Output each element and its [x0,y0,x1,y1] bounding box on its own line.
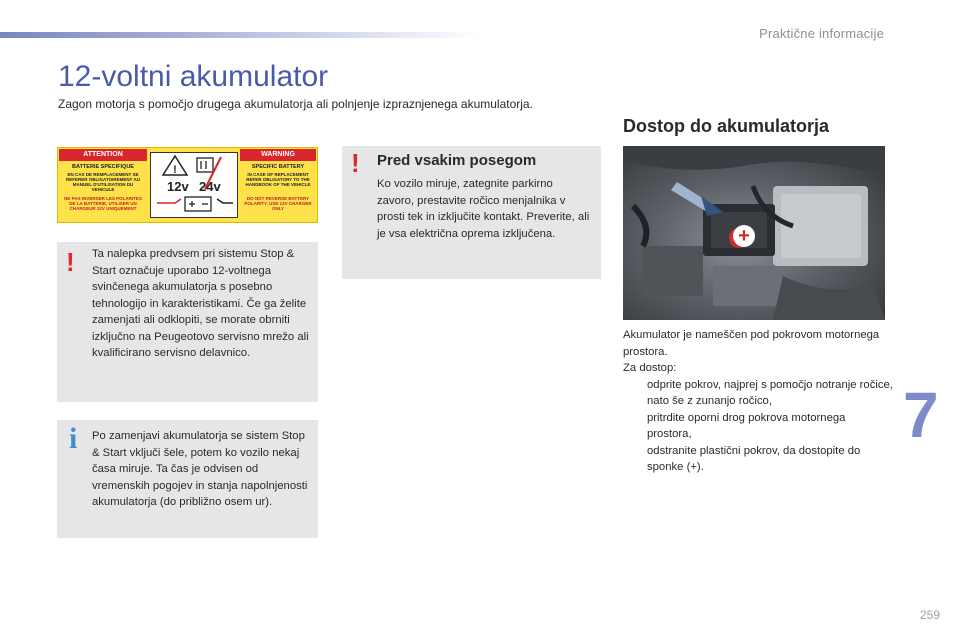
label-24v-text: 24v [199,179,221,194]
before-intervention-text: Ko vozilo miruje, zategnite parkirno zavoro, prestavite ročico menjalnika v prosti tek in izključite kontakt. Preverite, ali je vsa električna oprema izključena. [377,178,590,240]
access-step-3: odstranite plastični pokrov, da dostopite do sponke (+). [647,444,861,473]
page-title: 12-voltni akumulator [58,60,329,93]
access-step-1: odprite pokrov, najprej s pomočjo notranje ročice, nato še z zunanjo ročico, [647,378,893,407]
label-12v-text: 12v [167,179,189,194]
warning-exclamation-icon: ! [66,247,75,277]
access-intro-2: Za dostop: [623,362,677,374]
info-i-icon: i [69,422,78,455]
label-right-text: IN CASE OF REPLACEMENT REFER OBLIGATORY TO THE HANDBOOK OF THE VEHICLE [245,172,311,187]
before-intervention-title: Pred vsakim posegom [377,152,537,169]
stop-start-info-text: Po zamenjavi akumulatorja se sistem Stop & Start vključi šele, potem ko vozilo nekaj časa miruje. Ta čas je odvisen od vremenskih pogojev in stanja napolnjenosti akumulatorja (do približno osem ur). [92,430,308,508]
access-intro-1: Akumulator je nameščen pod pokrovom motornega prostora. [623,329,880,358]
access-instructions [623,327,893,476]
label-left-text: EN CAS DE REMPLACEMENT SE REFERER OBLIGATOIREMENT AU MANUEL D'UTILISATION DU VEHICULE [66,172,140,192]
page-subtitle: Zagon motorja s pomočjo drugega akumulatorja ali polnjenje izpraznjenega akumulatorja. [58,97,533,111]
stop-start-warning-text: Ta nalepka predvsem pri sistemu Stop & Start označuje uporabo 12-voltnega svinčenega akumulatorja s posebno tehnologijo in karakteristikami. Če ga želite zamenjati ali odklopiti, se morate obrniti izključno na Peugeotovo servisno mrežo ali kvalificirano servisno delavnico. [92,248,309,359]
label-attention-header: ATTENTION [59,149,147,161]
positive-terminal-plus-icon: + [733,225,755,247]
svg-text:!: ! [173,164,177,176]
page-number: 259 [919,608,940,622]
label-left-title: BATTERIE SPECIFIQUE [72,164,134,170]
stop-start-warning-box [57,242,318,402]
access-steps-list [623,377,893,476]
label-right-red-text: DO NOT REVERSE BATTERY POLARITY, USE 12V CHARGER ONLY [244,196,312,211]
list-item [623,377,893,410]
label-left-red-text: NE PAS INVERSER LES POLARITES DE LA BATTERIE, UTILISER UN CHARGEUR 12V UNIQUEMENT [64,196,142,211]
access-step-2: pritrdite oporni drog pokrova motornega prostora, [647,411,846,440]
section-title: Praktične informacije [759,26,884,41]
access-title: Dostop do akumulatorja [623,116,830,136]
label-right-title: SPECIFIC BATTERY [251,164,305,170]
header-accent-bar [0,32,480,38]
chapter-number: 7 [903,379,939,451]
battery-warning-label [57,147,318,223]
battery-pictogram-icon [151,153,237,217]
before-intervention-box [342,146,601,279]
list-item [623,443,893,476]
stop-start-info-box [57,420,318,538]
warning-exclamation-icon: ! [351,148,360,178]
label-warning-header: WARNING [240,149,316,161]
engine-bay-photo [623,146,885,320]
label-battery-pictogram [150,152,238,218]
list-item [623,410,893,443]
